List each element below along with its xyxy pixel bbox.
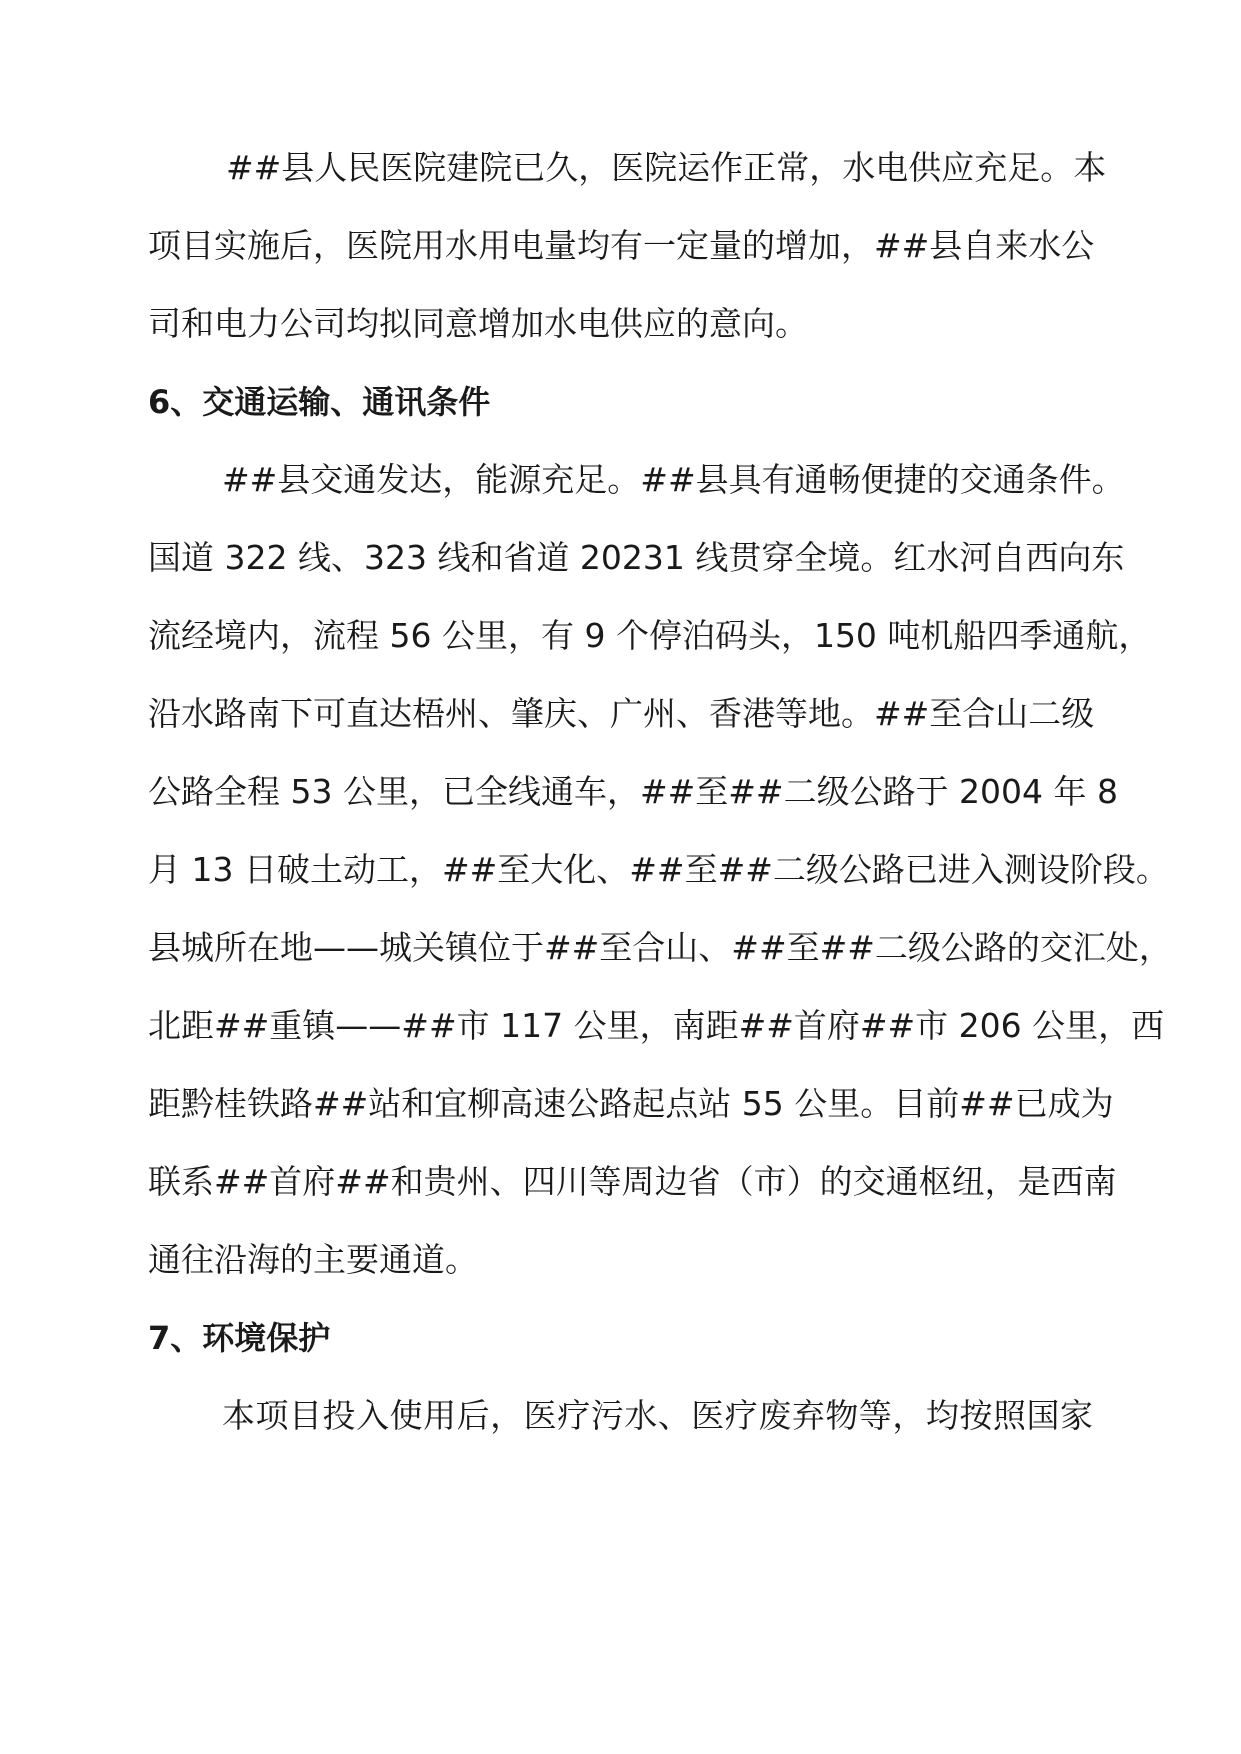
paragraph-line: 联系##首府##和贵州、四川等周边省（市）的交通枢纽，是西南 xyxy=(148,1162,1117,1201)
section-heading: 7、环境保护 xyxy=(148,1319,331,1357)
section-heading: 6、交通运输、通讯条件 xyxy=(148,383,491,421)
paragraph-line: 通往沿海的主要通道。 xyxy=(148,1240,478,1279)
paragraph-line: 司和电力公司均拟同意增加水电供应的意向。 xyxy=(148,304,808,343)
paragraph-line: 流经境内，流程 56 公里，有 9 个停泊码头，150 吨机船四季通航， xyxy=(148,616,1152,655)
paragraph-line: 国道 322 线、323 线和省道 20231 线贯穿全境。红水河自西向东 xyxy=(148,538,1125,577)
paragraph-line: 月 13 日破土动工，##至大化、##至##二级公路已进入测设阶段。 xyxy=(148,850,1169,889)
paragraph-line: 本项目投入使用后，医疗污水、医疗废弃物等，均按照国家 xyxy=(222,1396,1093,1435)
paragraph-line: 公路全程 53 公里，已全线通车，##至##二级公路于 2004 年 8 xyxy=(148,772,1119,811)
paragraph-line: 北距##重镇——##市 117 公里，南距##首府##市 206 公里，西 xyxy=(148,1006,1165,1045)
paragraph-line: 项目实施后，医院用水用电量均有一定量的增加，##县自来水公 xyxy=(148,226,1095,265)
paragraph-line: ##县人民医院建院已久，医院运作正常，水电供应充足。本 xyxy=(226,148,1107,187)
paragraph-line: 县城所在地——城关镇位于##至合山、##至##二级公路的交汇处， xyxy=(148,928,1172,967)
paragraph-line: 距黔桂铁路##站和宜柳高速公路起点站 55 公里。目前##已成为 xyxy=(148,1084,1114,1123)
paragraph-line: ##县交通发达，能源充足。##县具有通畅便捷的交通条件。 xyxy=(222,460,1125,499)
paragraph-line: 沿水路南下可直达梧州、肇庆、广州、香港等地。##至合山二级 xyxy=(148,694,1095,733)
